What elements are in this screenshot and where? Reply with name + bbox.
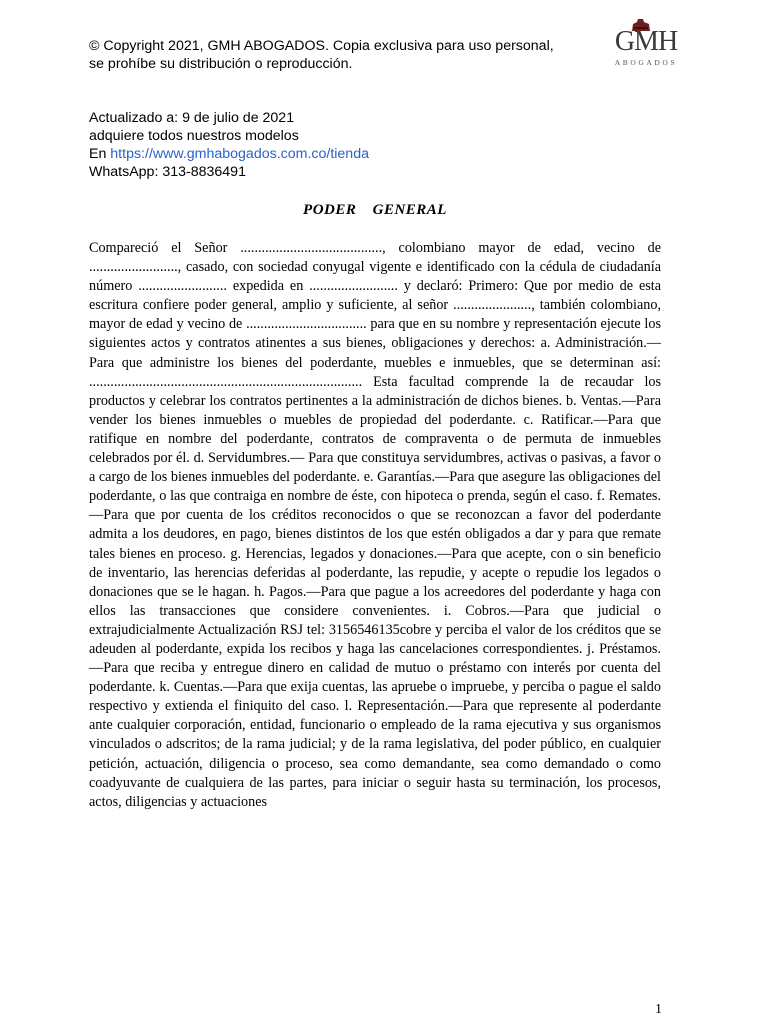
document-title: PODER GENERAL xyxy=(303,202,447,218)
logo-subtext: ABOGADOS xyxy=(614,58,678,67)
store-prefix: En xyxy=(89,146,111,162)
updated-date: Actualizado a: 9 de julio de 2021 xyxy=(89,110,295,126)
copyright-notice: © Copyright 2021, GMH ABOGADOS. Copia exclusiva para uso personal, se prohíbe su distribución o reproducción. xyxy=(89,38,554,72)
acquire-models-text: adquiere todos nuestros modelos xyxy=(89,128,299,144)
logo-text: GMH xyxy=(614,26,678,57)
update-info xyxy=(89,109,369,181)
page-number: 1 xyxy=(655,1002,662,1017)
store-line xyxy=(89,145,369,163)
store-link[interactable]: https://www.gmhabogados.com.co/tienda xyxy=(110,146,369,162)
document-body: Compareció el Señor ........................................, colombiano mayor de edad, vecino de ........................., casado, con sociedad conyugal vigente e identificado con la cédula de ciudadanía número ......................... expedida en ......................... y declaró: Primero: Que por medio de esta escritura confiere poder general, amplio y suficiente, al señor ......................, también colombiano, mayor de edad y vecino de .................................. para que en su nombre y representación ejecute los siguientes actos y contratos atinentes a sus bienes, obligaciones y derechos: a. Administración.— Para que administre los bienes del poderdante, muebles e inmuebles, que se determinan así: ............................................................................. Esta facultad comprende la de recaudar los productos y celebrar los contratos pertinentes a la administración de dichos bienes. b. Ventas.—Para vender los bienes inmuebles o muebles de propiedad del poderdante. c. Ratificar.—Para que ratifique en nombre del poderdante, contratos de compraventa o de permuta de inmuebles celebrados por él. d. Servidumbres.— Para que constituya servidumbres, activas o pasivas, a favor o a cargo de los bienes inmuebles del poderdante. e. Garantías.—Para que asegure las obligaciones del poderdante, o las que contraiga en nombre de éste, con hipoteca o prenda, según el caso. f. Remates.—Para que por cuenta de los créditos reconocidos o que se reconozcan a favor del poderdante admita a los deudores, en pago, bienes distintos de los que estén obligados a dar y para que remate tales bienes en proceso. g. Herencias, legados y donaciones.—Para que acepte, con o sin beneficio de inventario, las herencias deferidas al poderdante, las repudie, y acepte o repudie los legados o donaciones que se le hagan. h. Pagos.—Para que pague a los acreedores del poderdante y haga con ellos las transacciones que considere convenientes. i. Cobros.—Para que judicial o extrajudicialmente Actualización RSJ tel: 3156546135cobre y perciba el valor de los créditos que se adeuden al poderdante, expida los recibos y haga las cancelaciones correspondientes. j. Préstamos.—Para que reciba y entregue dinero en calidad de mutuo o préstamo con interés por cuenta del poderdante. k. Cuentas.—Para que exija cuentas, las apruebe o impruebe, y perciba o pague el saldo respectivo y extienda el finiquito del caso. l. Representación.—Para que represente al poderdante ante cualquier corporación, entidad, funcionario o empleado de la rama ejecutiva y sus organismos vinculados o adscritos; de la rama judicial; y de la rama legislativa, del poder público, en cualquier petición, actuación, diligencia o proceso, sea como demandante, sea como demandado o como coadyuvante de cualquiera de las partes, para iniciar o seguir hasta su terminación, los procesos, actos, diligencias y actuaciones xyxy=(89,240,661,810)
whatsapp-contact: WhatsApp: 313-8836491 xyxy=(89,164,246,180)
gmh-logo xyxy=(606,18,686,70)
